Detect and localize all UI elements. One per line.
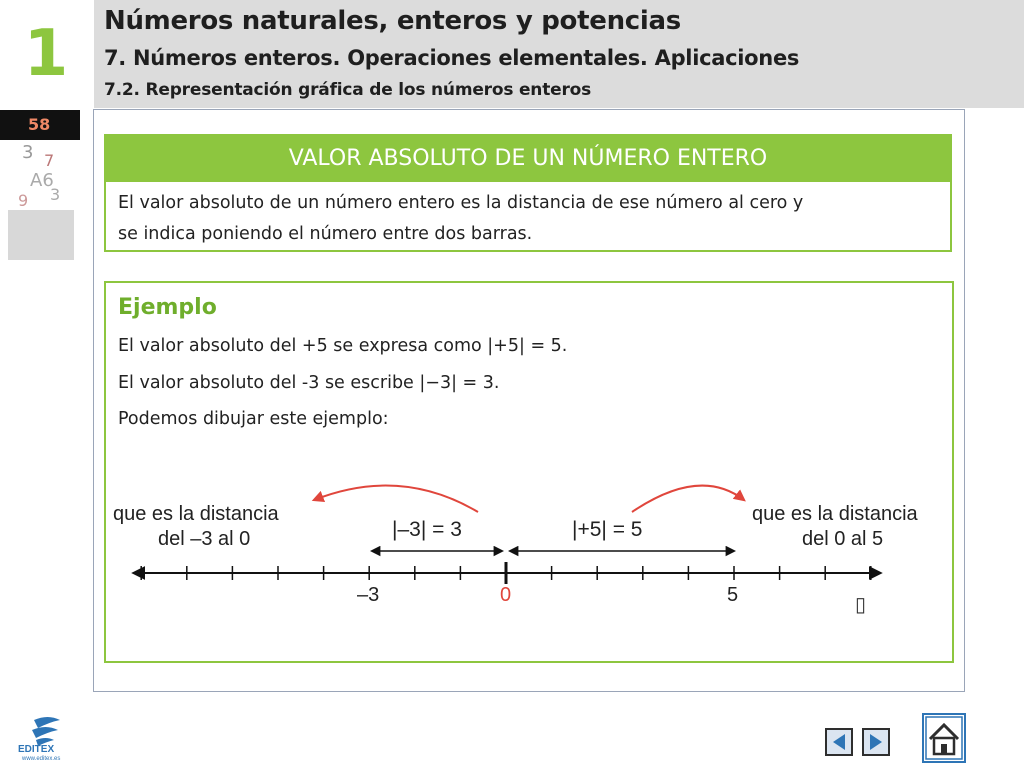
example-heading: Ejemplo [118, 295, 217, 320]
tick-label-pos5: 5 [727, 584, 739, 606]
editex-logo-icon [14, 712, 78, 762]
definition-line-1: El valor absoluto de un número entero es la distancia de ese número al cero y [118, 193, 804, 213]
right-distance-label-1: que es la distancia [752, 503, 918, 525]
page-title: Números naturales, enteros y potencias [104, 6, 681, 36]
left-distance-label-2: del –3 al 0 [158, 528, 251, 550]
left-distance-label-1: que es la distancia [113, 503, 279, 525]
section-title: 7.2. Representación gráfica de los números enteros [104, 80, 592, 100]
svg-text:9: 9 [18, 191, 29, 210]
definition-heading: VALOR ABSOLUTO DE UN NÚMERO ENTERO [106, 136, 950, 182]
tick-label-neg3: –3 [357, 584, 380, 606]
home-button[interactable] [922, 713, 966, 763]
svg-text:A6: A6 [30, 170, 54, 191]
svg-text:58: 58 [28, 115, 51, 134]
replacement-glyph-icon: ▯ [855, 594, 867, 616]
page-subtitle: 7. Números enteros. Operaciones elementales. Aplicaciones [104, 46, 800, 70]
tick-label-zero: 0 [500, 584, 512, 606]
logo-text: EDITEX [18, 744, 55, 755]
svg-text:3: 3 [50, 185, 61, 204]
right-distance-label-2: del 0 al 5 [802, 528, 884, 550]
home-icon [922, 713, 966, 763]
example-line-3: Podemos dibujar este ejemplo: [118, 409, 389, 429]
svg-text:7: 7 [44, 151, 55, 170]
example-line-1: El valor absoluto del +5 se expresa como |+5| = 5. [118, 336, 568, 356]
right-abs-expression: |+5| = 5 [572, 518, 643, 541]
definition-line-2: se indica poniendo el número entre dos barras. [118, 224, 533, 244]
right-red-arrow [632, 486, 744, 512]
definition-text [106, 182, 950, 256]
left-abs-expression: |–3| = 3 [392, 518, 462, 541]
prev-button[interactable] [825, 728, 853, 756]
unit-number: 1 [23, 17, 69, 91]
number-line-diagram [104, 468, 954, 618]
prev-arrow-icon [825, 728, 853, 756]
logo-url: www.editex.es [22, 756, 61, 762]
next-arrow-icon [862, 728, 890, 756]
left-red-arrow [314, 486, 478, 512]
next-button[interactable] [862, 728, 890, 756]
numbers-decoration-image [0, 110, 80, 262]
example-line-2: El valor absoluto del -3 se escribe |−3| = 3. [118, 373, 500, 393]
svg-text:3: 3 [22, 142, 34, 163]
definition-box [104, 134, 952, 252]
